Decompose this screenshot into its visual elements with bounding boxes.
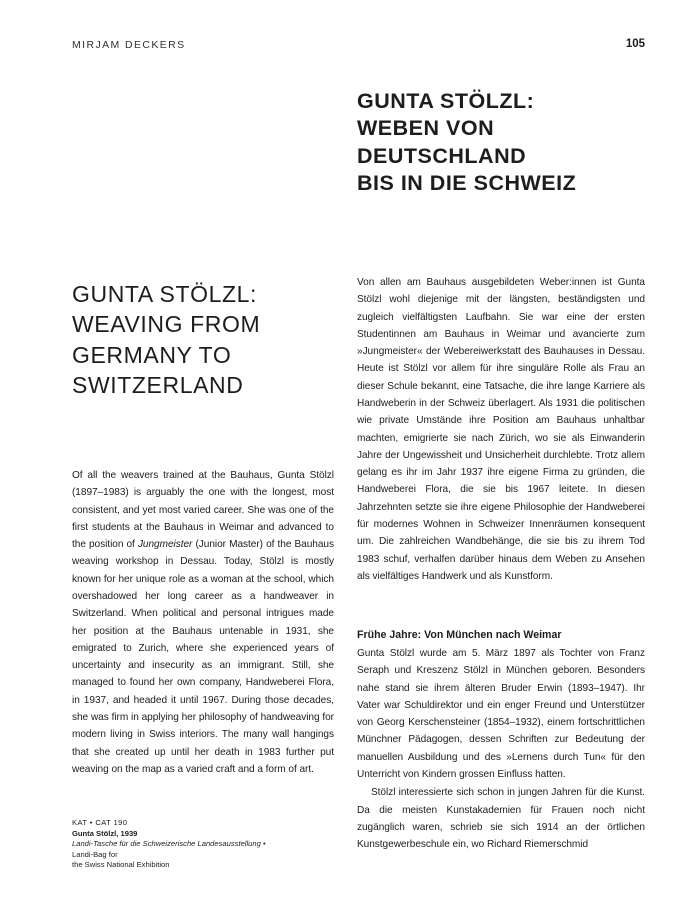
caption-description xyxy=(72,839,272,860)
jungmeister-term: Jungmeister xyxy=(137,539,193,551)
english-title-line: GERMANY TO xyxy=(72,341,232,368)
running-head: MIRJAM DECKERS xyxy=(72,39,186,51)
german-title-line: BIS IN DIE SCHWEIZ xyxy=(357,170,577,195)
english-title xyxy=(72,279,342,400)
german-section xyxy=(357,627,645,853)
image-caption xyxy=(72,818,272,871)
german-section-paragraph: Stölzl interessierte sich schon in jungen Jahren für die Kunst. Da die meisten Kunstakademien für Frauen noch nicht zugänglich waren, schrieb sie sich 1914 an der örtlichen Kunstgewerbeschule ein, wo Richard Riemerschmid xyxy=(357,787,645,851)
page-number: 105 xyxy=(625,38,645,50)
english-body-text: (Junior Master) of the Bauhaus weaving workshop in Dessau. Today, Stölzl is mostly known for her unique role as a woman at the school, which overshadowed her long career as a handweaver in Switzerland. When political and personal intrigues made her position at the Bauhaus untenable in 1931, she emigrated to Zurich, where she experienced years of uncertainty and insecurity as an immigrant. Still, she managed to found her own company, Handweberei Flora, in 1937, and headed it until 1967. During those decades, she was firm in applying her philosophy of handweaving for modern living in Swiss interiors. The many wall hangings that she created up until her death in 1983 further put weaving on the map as a varied craft and a form of art. xyxy=(72,539,334,775)
german-title-line: WEBEN VON xyxy=(357,116,495,141)
english-body xyxy=(72,467,334,778)
section-heading: Frühe Jahre: Von München nach Weimar xyxy=(357,629,562,641)
german-section-paragraph: Gunta Stölzl wurde am 5. März 1897 als Tochter von Franz Seraph und Kreszenz Stölzl in München geboren. Besonders nahe stand sie ihrem älteren Bruder Erwin (1893–1947). Ihr Vater war Schuldirektor und ein enger Freund und Unterstützer von Georg Kerschensteiner (1854–1932), einem fortschrittlichen Münchner Pädagogen, dessen Schriften zur Bedeutung der manuellen Ausbildung und des »Lernens durch Tun« für den Unterricht von Kindern grossen Einfluss hatten. xyxy=(357,648,645,780)
german-title xyxy=(357,88,657,197)
caption-german-title: Landi-Tasche für die Schweizerische Landesausstellung xyxy=(72,839,261,848)
english-title-line: SWITZERLAND xyxy=(72,372,244,399)
german-title-line: DEUTSCHLAND xyxy=(357,143,527,168)
caption-title: Gunta Stölzl, 1939 xyxy=(72,828,138,838)
caption-english-prefix: • Landi-Bag for xyxy=(72,839,266,859)
caption-english-line: the Swiss National Exhibition xyxy=(72,860,170,869)
german-title-line: GUNTA STÖLZL: xyxy=(357,89,535,113)
english-body-paragraph xyxy=(72,467,334,778)
catalog-number: KAT • CAT 190 xyxy=(72,818,128,827)
english-title-line: GUNTA STÖLZL: xyxy=(72,281,258,307)
english-body-text: Of all the weavers trained at the Bauhaus, Gunta Stölzl (1897–1983) is arguably the one with the longest, most consistent, and yet most varied career. She was one of the first students at the Bauhaus in Weimar and advanced to the position of xyxy=(72,470,334,551)
english-title-line: WEAVING FROM xyxy=(72,311,261,338)
german-intro-paragraph: Von allen am Bauhaus ausgebildeten Weber:innen ist Gunta Stölzl wohl diejenige mit der längsten, beständigsten und zugleich vielfältigsten Laufbahn. Sie war eine der ersten Studentinnen am Bauhaus in Weimar und avancierte zum »Jungmeister« der Webereiwerkstatt des Bauhauses in Dessau. Heute ist Stölzl vor allem für ihre singuläre Rolle als Frau an dieser Schule bekannt, eine Tatsache, die ihre lange Karriere als Handweberin in der Schweiz überlagert. Als 1931 die politischen wie private Umstände ihre Position am Bauhaus unhaltbar machten, emigrierte sie nach Zürich, wo sie als Einwanderin Jahre der Ungewissheit und Unsicherheit durchlebte. Trotz allem gelang es ihr im Jahr 1937 ihre eigene Firma zu gründen, die Handweberei Flora, die sie bis 1967 leitete. In diesen Jahrzehnten setzte sie ihre eigene Philosophie der Handweberei für modernes Wohnen in Schweizer Innenräumen konsequent um. Die zahlreichen Wandbehänge, die sie bis zu ihrem Tod 1983 schuf, verhalfen darüber hinaus dem Weben zu Ansehen als vielfältiges Handwerk und als Kunstform. xyxy=(357,277,645,582)
